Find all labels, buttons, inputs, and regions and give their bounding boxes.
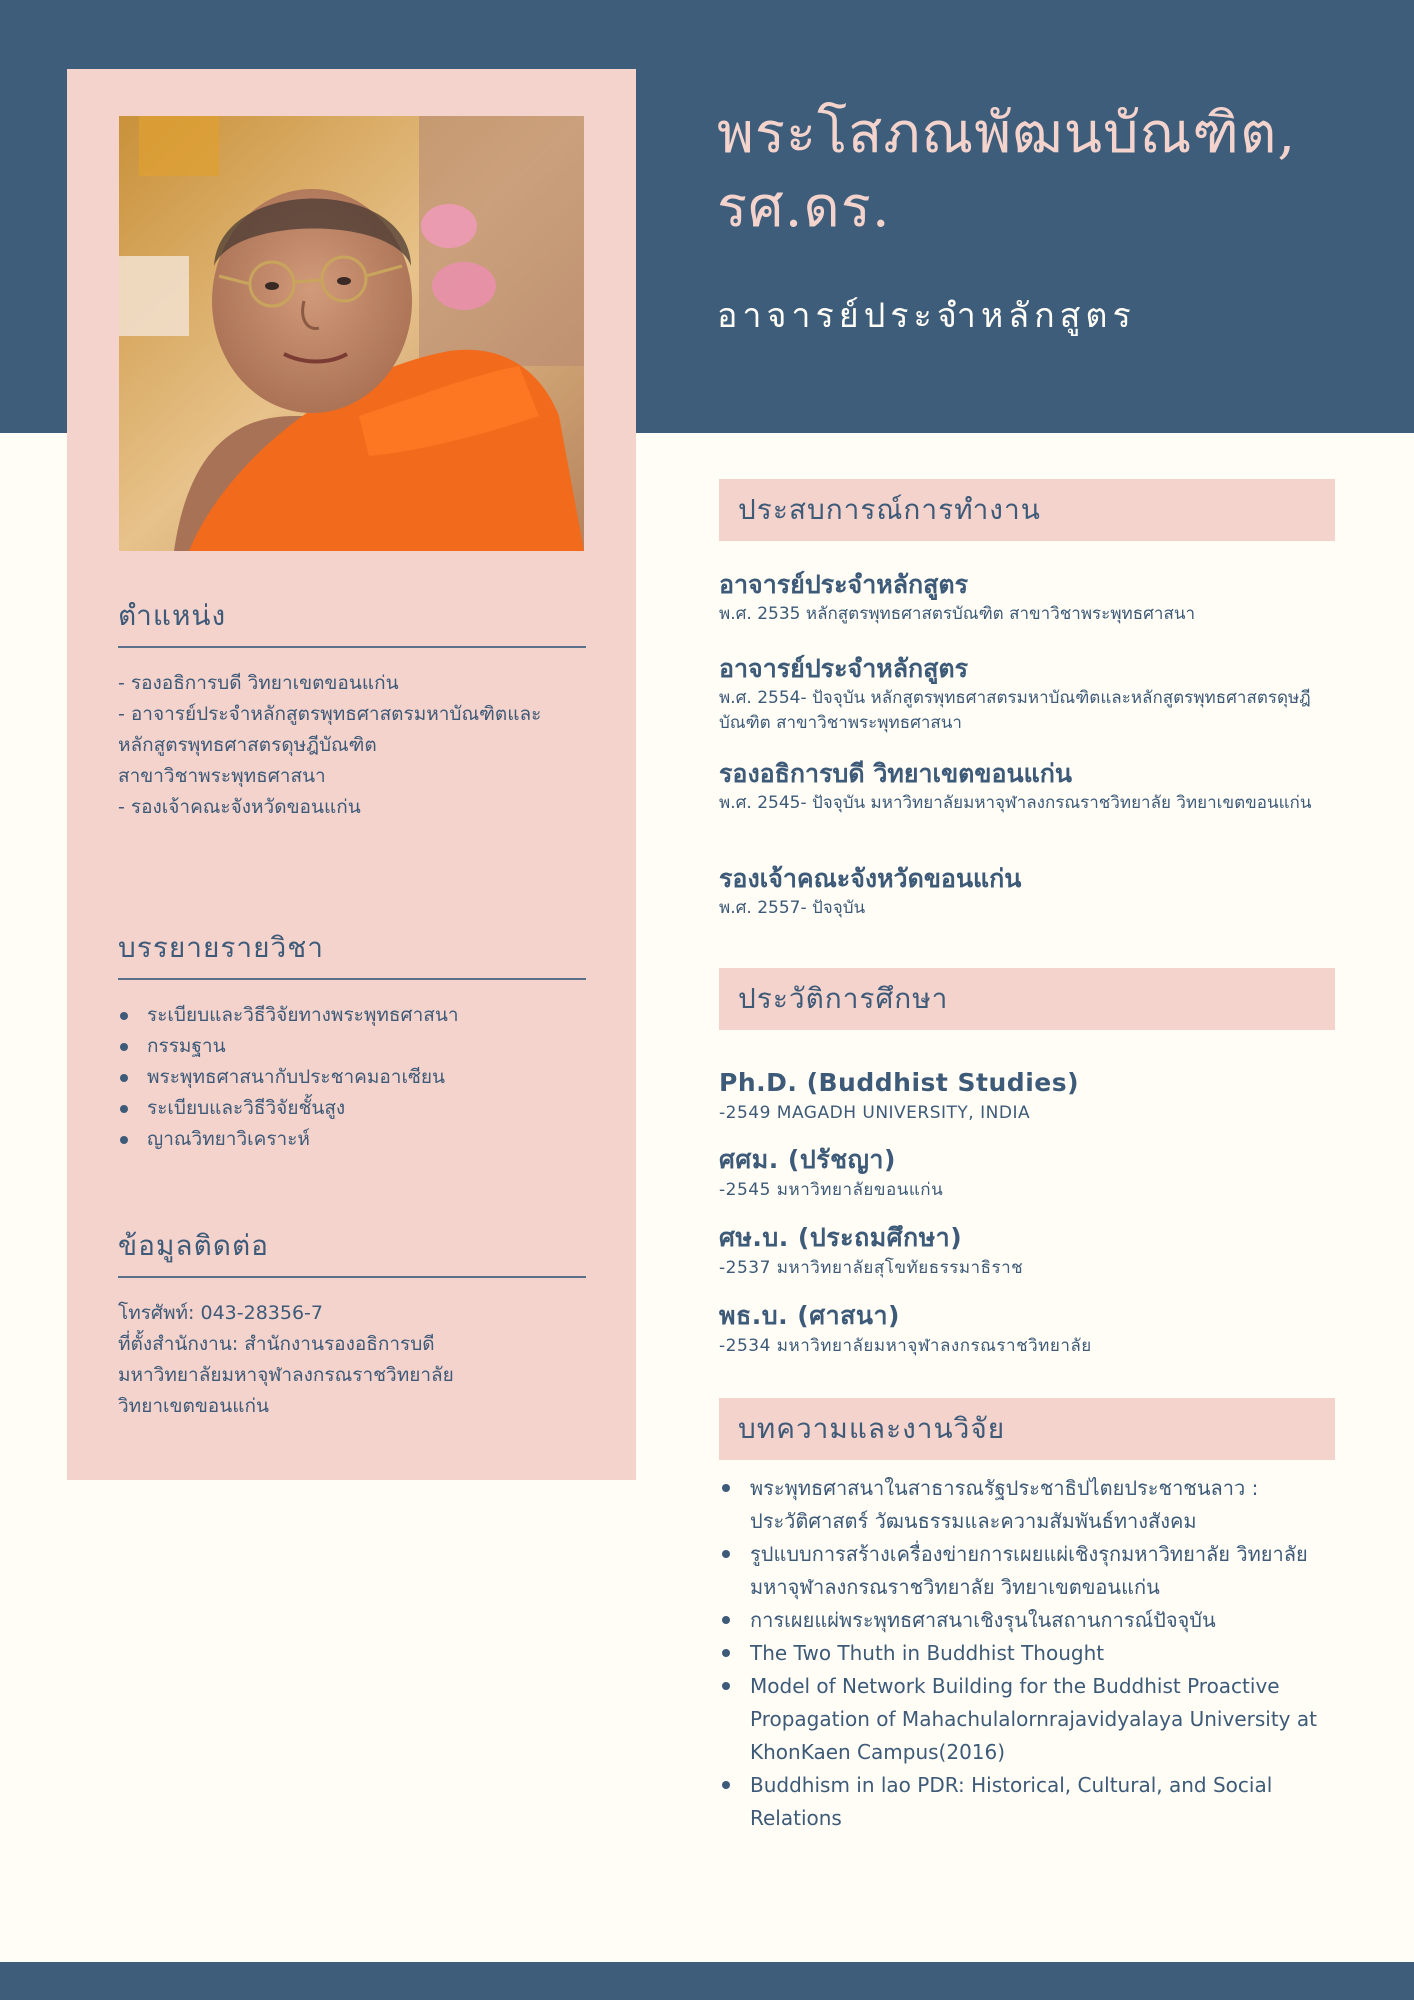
courses-list <box>118 1000 586 1155</box>
experience-item <box>719 568 1319 627</box>
contact-address-line: ที่ตั้งสำนักงาน: สำนักงานรองอธิการบดี <box>118 1333 435 1355</box>
education-detail: -2545 มหาวิทยาลัยขอนแก่น <box>719 1180 944 1200</box>
experience-title: อาจารย์ประจำหลักสูตร <box>719 654 969 683</box>
research-item: Model of Network Building for the Buddhist Proactive Propagation of Mahachulalornrajavidyalaya University at KhonKaen Campus(2016) <box>719 1670 1339 1769</box>
experience-item <box>719 652 1319 736</box>
education-item <box>719 1299 1319 1359</box>
education-item <box>719 1221 1319 1281</box>
contact-address-line: มหาวิทยาลัยมหาจุฬาลงกรณราชวิทยาลัย <box>118 1364 454 1386</box>
position-lines <box>118 668 586 823</box>
research-heading: บทความและงานวิจัย <box>719 1398 1335 1460</box>
position-line: - รองอธิการบดี วิทยาเขตขอนแก่น <box>118 672 399 694</box>
education-item <box>719 1066 1319 1126</box>
education-heading: ประวัติการศึกษา <box>719 968 1335 1030</box>
position-line: - อาจารย์ประจำหลักสูตรพุทธศาสตรมหาบัณฑิตและ <box>118 703 542 725</box>
education-detail: -2534 มหาวิทยาลัยมหาจุฬาลงกรณราชวิทยาลัย <box>719 1336 1092 1356</box>
experience-item <box>719 757 1319 816</box>
experience-heading: ประสบการณ์การทำงาน <box>719 479 1335 541</box>
footer-band <box>0 1962 1414 2000</box>
course-item: พระพุทธศาสนากับประชาคมอาเซียน <box>118 1062 586 1093</box>
contact-address-line: วิทยาเขตขอนแก่น <box>118 1395 269 1417</box>
position-line: - รองเจ้าคณะจังหวัดขอนแก่น <box>118 796 361 818</box>
research-item: การเผยแผ่พระพุทธศาสนาเชิงรุนในสถานการณ์ปัจจุบัน <box>719 1604 1339 1637</box>
research-item: The Two Thuth in Buddhist Thought <box>719 1637 1339 1670</box>
experience-title: รองเจ้าคณะจังหวัดขอนแก่น <box>719 864 1022 893</box>
courses-heading: บรรยายรายวิชา <box>118 931 325 964</box>
education-degree: พธ.บ. (ศาสนา) <box>719 1301 900 1330</box>
profile-photo <box>119 116 584 551</box>
education-item <box>719 1143 1319 1203</box>
research-item: Buddhism in lao PDR: Historical, Cultural, and Social Relations <box>719 1769 1339 1835</box>
position-line: หลักสูตรพุทธศาสตรดุษฎีบัณฑิต <box>118 734 377 756</box>
experience-title: รองอธิการบดี วิทยาเขตขอนแก่น <box>719 759 1072 788</box>
education-detail: -2549 MAGADH UNIVERSITY, INDIA <box>719 1103 1031 1123</box>
courses-section <box>118 928 586 1155</box>
sidebar-card <box>67 69 636 1480</box>
experience-desc: พ.ศ. 2554- ปัจจุบัน หลักสูตรพุทธศาสตรมหาบัณฑิตและหลักสูตรพุทธศาสตรดุษฎีบัณฑิต สาขาวิชาพระพุทธศาสนา <box>719 688 1311 733</box>
experience-desc: พ.ศ. 2535 หลักสูตรพุทธศาสตรบัณฑิต สาขาวิชาพระพุทธศาสนา <box>719 604 1195 624</box>
course-item: ระเบียบและวิธีวิจัยชั้นสูง <box>118 1093 586 1124</box>
courses-divider <box>118 978 586 980</box>
education-degree: Ph.D. (Buddhist Studies) <box>719 1068 1080 1097</box>
course-item: ญาณวิทยาวิเคราะห์ <box>118 1124 586 1155</box>
experience-desc: พ.ศ. 2557- ปัจจุบัน <box>719 898 866 918</box>
research-item: พระพุทธศาสนาในสาธารณรัฐประชาธิปไตยประชาชนลาว : ประวัติศาสตร์ วัฒนธรรมและความสัมพันธ์ทางสังคม <box>719 1472 1339 1538</box>
profile-role: อาจารย์ประจำหลักสูตร <box>717 296 1136 336</box>
position-line: สาขาวิชาพระพุทธศาสนา <box>118 765 326 787</box>
position-heading: ตำแหน่ง <box>118 599 227 632</box>
education-detail: -2537 มหาวิทยาลัยสุโขทัยธรรมาธิราช <box>719 1258 1024 1278</box>
position-section <box>118 596 586 823</box>
research-list <box>719 1472 1339 1835</box>
portrait-image <box>119 116 584 551</box>
contact-section <box>118 1226 586 1422</box>
experience-desc: พ.ศ. 2545- ปัจจุบัน มหาวิทยาลัยมหาจุฬาลงกรณราชวิทยาลัย วิทยาเขตขอนแก่น <box>719 793 1312 813</box>
course-item: ระเบียบและวิธีวิจัยทางพระพุทธศาสนา <box>118 1000 586 1031</box>
education-degree: ศษ.บ. (ประถมศึกษา) <box>719 1223 963 1252</box>
profile-name: พระโสภณพัฒนบัณฑิต, รศ.ดร. <box>717 101 1297 240</box>
research-item: รูปแบบการสร้างเครื่องข่ายการเผยแผ่เชิงรุกมหาวิทยาลัย วิทยาลัย มหาจุฬาลงกรณราชวิทยาลัย วิทยาเขตขอนแก่น <box>719 1538 1339 1604</box>
contact-divider <box>118 1276 586 1278</box>
experience-title: อาจารย์ประจำหลักสูตร <box>719 570 969 599</box>
contact-phone: โทรศัพท์: 043-28356-7 <box>118 1302 323 1324</box>
experience-item <box>719 862 1319 921</box>
course-item: กรรมฐาน <box>118 1031 586 1062</box>
education-degree: ศศม. (ปรัชญา) <box>719 1145 896 1174</box>
position-divider <box>118 646 586 648</box>
contact-heading: ข้อมูลติดต่อ <box>118 1229 269 1262</box>
contact-lines <box>118 1298 586 1422</box>
